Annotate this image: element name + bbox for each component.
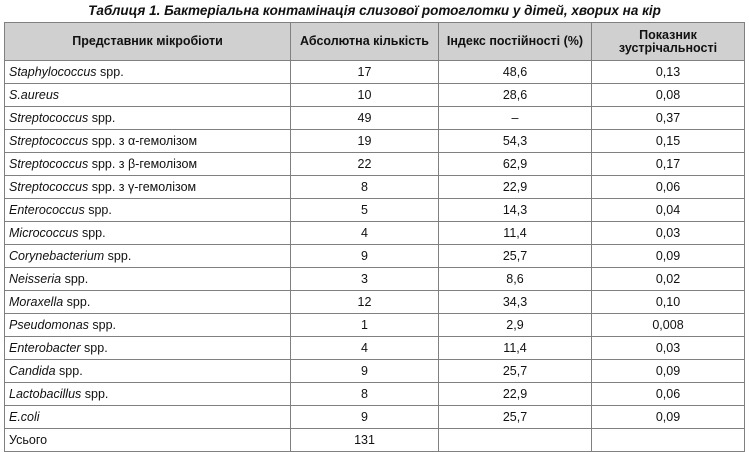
organism-genus: Neisseria: [9, 272, 62, 286]
absolute-count-cell: 3: [291, 268, 439, 291]
organism-name-cell: [5, 130, 291, 153]
constancy-index-cell: 2,9: [439, 314, 592, 337]
organism-name-cell: [5, 199, 291, 222]
occurrence-rate-cell: 0,37: [592, 107, 745, 130]
constancy-index-cell: 25,7: [439, 406, 592, 429]
table-row: [5, 176, 745, 199]
organism-name-cell: [5, 268, 291, 291]
organism-qualifier: spp.: [88, 111, 116, 125]
header-occurrence-rate: Показник зустрічальності: [592, 23, 745, 61]
absolute-count-cell: 9: [291, 245, 439, 268]
total-occurrence-rate-cell: [592, 429, 745, 452]
occurrence-rate-cell: 0,02: [592, 268, 745, 291]
table-row: [5, 61, 745, 84]
total-row: [5, 429, 745, 452]
absolute-count-cell: 12: [291, 291, 439, 314]
table-row: [5, 360, 745, 383]
organism-qualifier: spp. з α-гемолізом: [88, 134, 198, 148]
absolute-count-cell: 9: [291, 406, 439, 429]
organism-name-cell: [5, 176, 291, 199]
constancy-index-cell: 8,6: [439, 268, 592, 291]
organism-genus: Staphylococcus: [9, 65, 97, 79]
table-row: [5, 337, 745, 360]
header-constancy-index: Індекс постійності (%): [439, 23, 592, 61]
absolute-count-cell: 17: [291, 61, 439, 84]
organism-name-cell: [5, 314, 291, 337]
organism-qualifier: spp.: [63, 295, 91, 309]
header-absolute-count: Абсолютна кількість: [291, 23, 439, 61]
occurrence-rate-cell: 0,13: [592, 61, 745, 84]
organism-qualifier: spp.: [61, 272, 89, 286]
constancy-index-cell: –: [439, 107, 592, 130]
organism-genus: Enterobacter: [9, 341, 81, 355]
organism-name-cell: [5, 222, 291, 245]
organism-genus: Moraxella: [9, 295, 64, 309]
table-body: [5, 61, 745, 452]
constancy-index-cell: 34,3: [439, 291, 592, 314]
occurrence-rate-cell: 0,06: [592, 383, 745, 406]
absolute-count-cell: 10: [291, 84, 439, 107]
organism-name-cell: [5, 61, 291, 84]
organism-genus: Micrococcus: [9, 226, 79, 240]
occurrence-rate-cell: 0,06: [592, 176, 745, 199]
occurrence-rate-cell: 0,03: [592, 337, 745, 360]
organism-name-cell: [5, 406, 291, 429]
table-row: [5, 222, 745, 245]
organism-qualifier: spp.: [81, 387, 109, 401]
organism-qualifier: spp.: [55, 364, 83, 378]
occurrence-rate-cell: 0,09: [592, 360, 745, 383]
organism-genus: Corynebacterium: [9, 249, 105, 263]
organism-qualifier: spp.: [104, 249, 132, 263]
absolute-count-cell: 8: [291, 176, 439, 199]
organism-genus: Streptococcus: [9, 111, 89, 125]
organism-qualifier: spp. з γ-гемолізом: [88, 180, 197, 194]
table-row: [5, 268, 745, 291]
organism-genus: Streptococcus: [9, 134, 89, 148]
occurrence-rate-cell: 0,08: [592, 84, 745, 107]
table-row: [5, 314, 745, 337]
absolute-count-cell: 9: [291, 360, 439, 383]
total-absolute-count-cell: 131: [291, 429, 439, 452]
organism-genus: E.coli: [9, 410, 40, 424]
organism-qualifier: spp.: [80, 341, 108, 355]
organism-genus: Lactobacillus: [9, 387, 82, 401]
organism-genus: Pseudomonas: [9, 318, 89, 332]
header-row: [5, 23, 745, 61]
occurrence-rate-cell: 0,008: [592, 314, 745, 337]
constancy-index-cell: 11,4: [439, 222, 592, 245]
table-row: [5, 406, 745, 429]
organism-name-cell: [5, 107, 291, 130]
organism-genus: Streptococcus: [9, 157, 89, 171]
table-row: [5, 107, 745, 130]
table-row: [5, 245, 745, 268]
constancy-index-cell: 22,9: [439, 176, 592, 199]
header-representative: Представник мікробіоти: [5, 23, 291, 61]
organism-genus: Enterococcus: [9, 203, 85, 217]
organism-genus: S.aureus: [9, 88, 60, 102]
table-row: [5, 130, 745, 153]
total-constancy-index-cell: [439, 429, 592, 452]
total-label-cell: Усього: [5, 429, 291, 452]
table-caption: Таблиця 1. Бактеріальна контамінація слизової ротоглотки у дітей, хворих на кір: [88, 3, 661, 18]
constancy-index-cell: 54,3: [439, 130, 592, 153]
absolute-count-cell: 49: [291, 107, 439, 130]
organism-qualifier: spp.: [84, 203, 112, 217]
absolute-count-cell: 8: [291, 383, 439, 406]
absolute-count-cell: 4: [291, 337, 439, 360]
occurrence-rate-cell: 0,17: [592, 153, 745, 176]
organism-genus: Candida: [9, 364, 56, 378]
organism-name-cell: [5, 84, 291, 107]
occurrence-rate-cell: 0,15: [592, 130, 745, 153]
organism-name-cell: [5, 245, 291, 268]
constancy-index-cell: 25,7: [439, 360, 592, 383]
constancy-index-cell: 22,9: [439, 383, 592, 406]
organism-genus: Streptococcus: [9, 180, 89, 194]
table-row: [5, 291, 745, 314]
table-row: [5, 153, 745, 176]
organism-qualifier: spp.: [78, 226, 106, 240]
occurrence-rate-cell: 0,09: [592, 245, 745, 268]
table-row: [5, 383, 745, 406]
absolute-count-cell: 1: [291, 314, 439, 337]
occurrence-rate-cell: 0,03: [592, 222, 745, 245]
constancy-index-cell: 11,4: [439, 337, 592, 360]
constancy-index-cell: 14,3: [439, 199, 592, 222]
table-row: [5, 84, 745, 107]
organism-name-cell: [5, 153, 291, 176]
absolute-count-cell: 5: [291, 199, 439, 222]
absolute-count-cell: 19: [291, 130, 439, 153]
organism-name-cell: [5, 383, 291, 406]
microbiota-table: [4, 22, 745, 452]
organism-name-cell: [5, 360, 291, 383]
organism-qualifier: spp.: [88, 318, 117, 332]
constancy-index-cell: 25,7: [439, 245, 592, 268]
organism-qualifier: spp.: [96, 65, 124, 79]
absolute-count-cell: 22: [291, 153, 439, 176]
constancy-index-cell: 62,9: [439, 153, 592, 176]
organism-qualifier: spp. з β-гемолізом: [88, 157, 198, 171]
occurrence-rate-cell: 0,04: [592, 199, 745, 222]
organism-name-cell: [5, 291, 291, 314]
constancy-index-cell: 28,6: [439, 84, 592, 107]
occurrence-rate-cell: 0,10: [592, 291, 745, 314]
organism-name-cell: [5, 337, 291, 360]
occurrence-rate-cell: 0,09: [592, 406, 745, 429]
constancy-index-cell: 48,6: [439, 61, 592, 84]
absolute-count-cell: 4: [291, 222, 439, 245]
table-row: [5, 199, 745, 222]
